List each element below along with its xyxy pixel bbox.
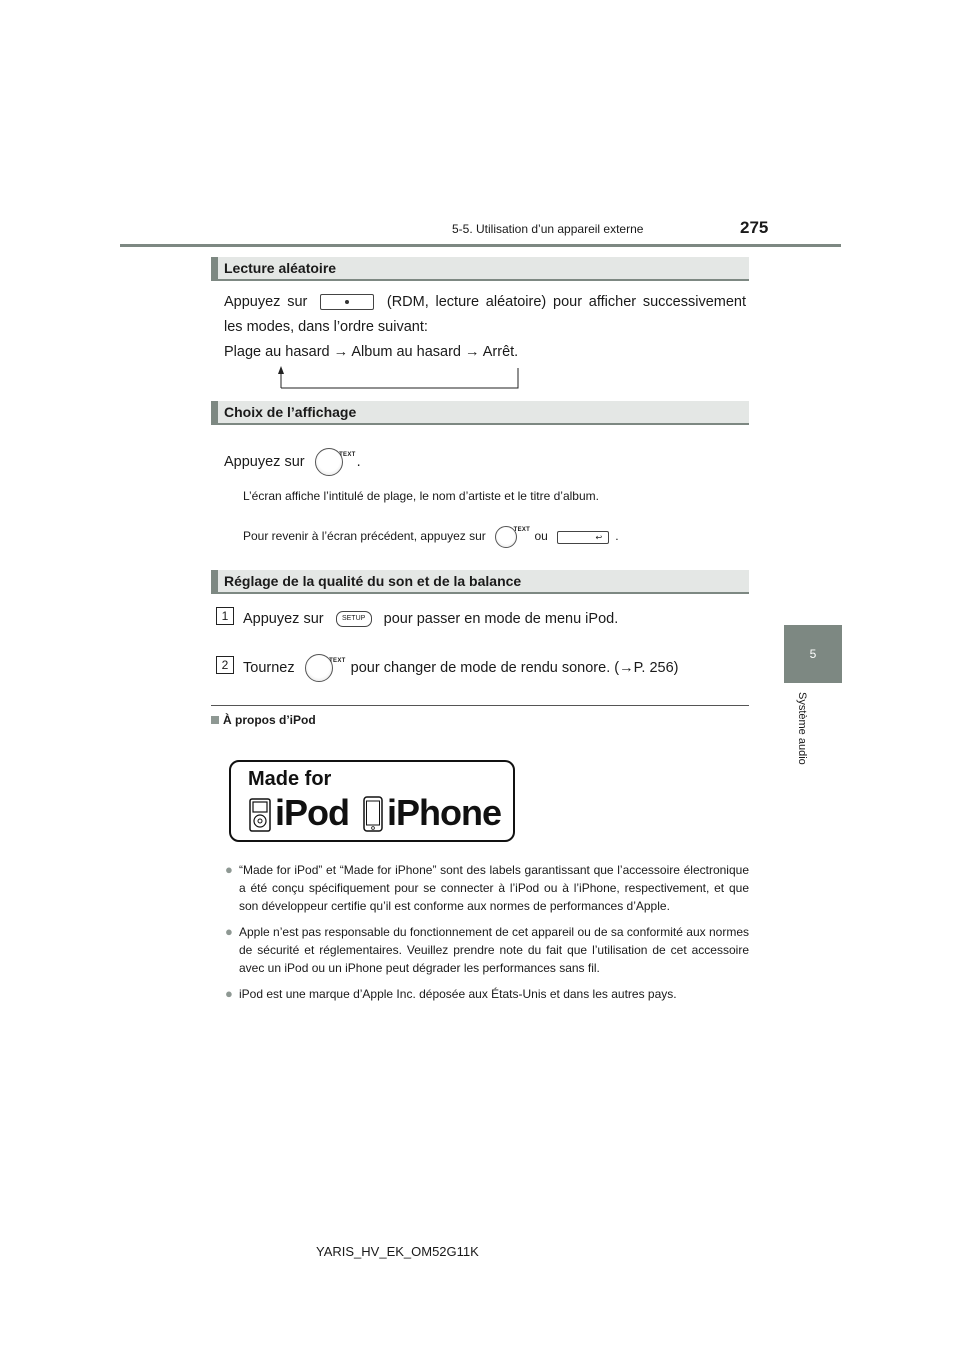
knob-label-rotate: TEXT [329,658,346,664]
bullet-text: iPod est une marque d’Apple Inc. déposée aux États-Unis et dans les autres pays. [239,987,677,1001]
document-code: YARIS_HV_EK_OM52G11K [316,1244,479,1259]
bullet-dot-icon: ● [225,986,233,1001]
bullet-text: “Made for iPod” et “Made for iPhone” sont des labels garantissant que l’accessoire électronique a été conçu spécifiquement pour se connecter à l’iPod ou à l’iPhone, respectivement, et que son développeur certifie qu’il est conforme aux normes de performances d’Apple. [239,863,749,913]
knob-label-small: TEXT [513,527,531,533]
list-item [225,861,749,915]
logo-ipod: iPod [275,792,349,833]
step-1-after: pour passer en mode de menu iPod. [383,611,619,627]
text-knob-small-icon [495,526,531,548]
square-bullet-icon [211,716,219,724]
back-button-icon: ↩ [557,531,609,544]
knob-label: TEXT [339,452,356,458]
about-title-text: À propos d’iPod [223,713,316,727]
heading-display-text: Choix de l’affichage [224,404,357,420]
heading-sound [211,570,749,594]
step-2-text [243,654,678,682]
heading-random-text: Lecture aléatoire [224,260,337,276]
display-text: Appuyez sur [224,453,305,470]
heading-sound-text: Réglage de la qualité du son et de la balance [224,573,522,589]
bullet-dot-icon: ● [225,924,233,939]
bullet-text: Apple n’est pas responsable du fonctionnement de cet appareil ou de sa conformité aux normes de sécurité et réglementaires. Veuillez prendre note du fait que l’utilisation de cet accessoire avec un iPod ou un iPhone peut dégrader les performances sans fil. [239,925,749,975]
step-1-number: 1 [216,607,234,625]
setup-label: SETUP [341,615,366,623]
list-item [225,923,749,977]
rdm-button-icon [320,294,374,310]
random-sequence: Plage au hasard → Album au hasard → Arrêt. [224,344,519,360]
step-1-text [243,607,618,632]
chapter-label: Système audio [796,692,808,765]
iphone-device-icon [363,796,383,832]
section-title: 5-5. Utilisation d’un appareil externe [452,222,644,236]
text-knob-rotate-icon [305,654,346,682]
display-note-1: L’écran affiche l’intitulé de plage, le nom d’artiste et le titre d’album. [243,489,599,503]
display-note-2-mid: ou [534,529,548,544]
about-title [211,713,316,727]
chapter-tab [784,625,842,683]
display-note-2: Pour revenir à l’écran précédent, appuyez sur TEXT ou ↩ . [243,526,619,548]
header-rule [120,244,841,247]
setup-button-icon [336,611,372,627]
ipod-device-icon [249,798,271,832]
text-knob-icon [315,448,356,476]
step-2-number: 2 [216,656,234,674]
about-bullets [225,861,749,1003]
loop-arrow-icon [272,364,524,390]
random-paragraph [224,290,746,340]
step-2-after: pour changer de mode de rendu sonore. (→P. 256) [350,659,679,676]
heading-random [211,257,749,281]
logo-made-for: Made for [248,768,332,790]
step-1-before: Appuyez sur [243,611,324,627]
step-2-before: Tournez [243,659,295,676]
logo-iphone: iPhone [387,792,502,833]
random-text-after: (RDM, lecture aléatoire) pour afficher successivement les modes, dans l’ordre suivant: [224,294,746,335]
page-number: 275 [740,218,769,237]
divider [211,705,749,706]
list-item [225,985,749,1003]
random-text-before: Appuyez sur [224,294,308,310]
chapter-number: 5 [809,647,817,661]
display-note-2-before: Pour revenir à l’écran précédent, appuyez sur [243,529,486,544]
bullet-dot-icon: ● [225,862,233,877]
heading-display [211,401,749,425]
made-for-ipod-logo [229,760,515,842]
display-paragraph: Appuyez sur TEXT . [224,448,361,476]
